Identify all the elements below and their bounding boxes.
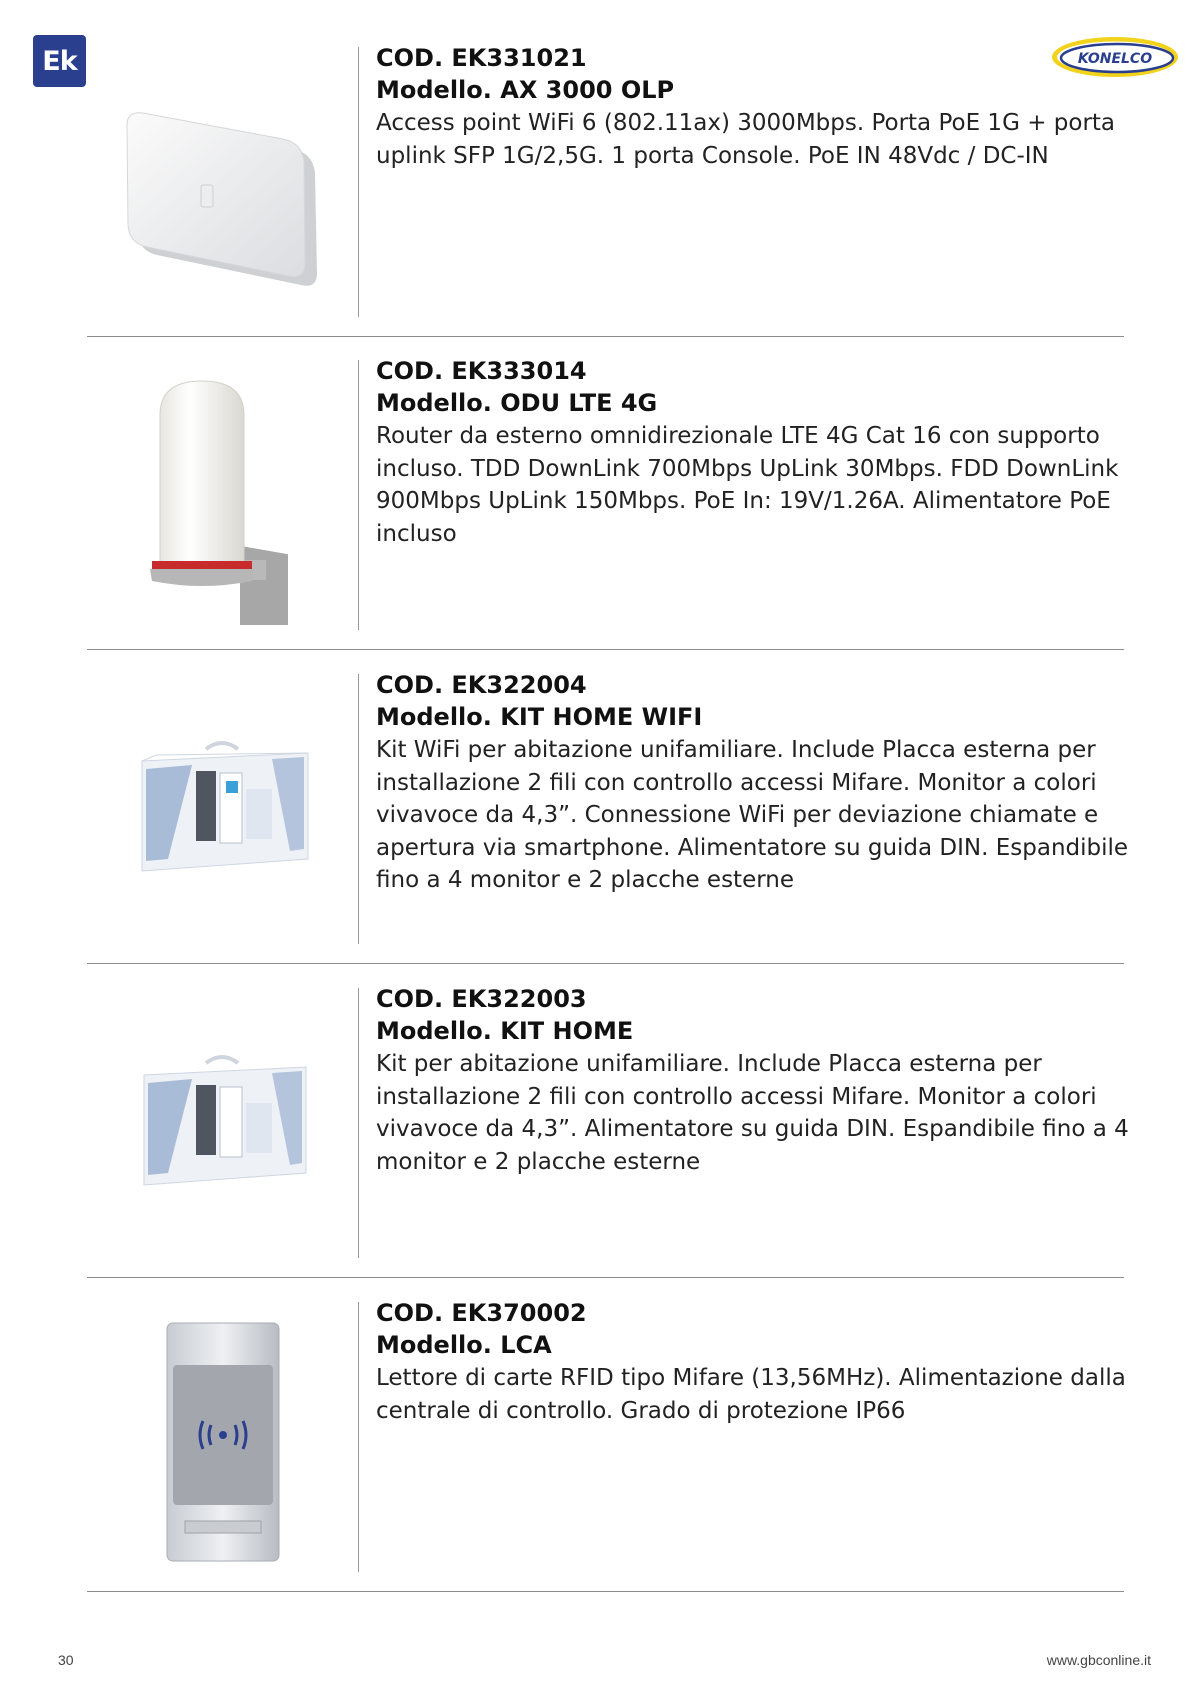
product-item <box>87 983 1129 1297</box>
intercom-kit-box-icon <box>87 669 357 959</box>
product-description: Router da esterno omnidirezionale LTE 4G Cat 16 con supporto incluso. TDD DownLink 700Mbps UpLink 30Mbps. FDD DownLink 900Mbps UpLink 150Mbps. PoE In: 19V/1.26A. Alimentatore PoE incluso <box>376 423 1119 547</box>
column-divider <box>358 988 359 1258</box>
product-description: Access point WiFi 6 (802.11ax) 3000Mbps. Porta PoE 1G + porta uplink SFP 1G/2,5G. 1 porta Console. PoE IN 48Vdc / DC-IN <box>376 110 1116 169</box>
column-divider <box>358 674 359 944</box>
website-link[interactable]: www.gbconline.it <box>1046 1652 1151 1668</box>
row-divider <box>87 1277 1124 1278</box>
access-point-icon <box>87 42 357 332</box>
column-divider <box>358 47 359 317</box>
product-model: Modello. LCA <box>376 1331 552 1359</box>
product-code: COD. EK370002 <box>376 1299 587 1327</box>
product-model: Modello. AX 3000 OLP <box>376 76 675 104</box>
row-divider <box>87 1591 1124 1592</box>
column-divider <box>358 360 359 630</box>
product-model: Modello. KIT HOME <box>376 1017 634 1045</box>
product-code: COD. EK322004 <box>376 671 587 699</box>
product-description: Kit WiFi per abitazione unifamiliare. Include Placca esterna per installazione 2 fili con controllo accessi Mifare. Monitor a colori vivavoce da 4,3”. Connessione WiFi per deviazione chiamate e apertura via smartphone. Alimentatore su guida DIN. Espandibile fino a 4 monitor e 2 placche esterne <box>376 737 1129 893</box>
page-number: 30 <box>58 1652 74 1668</box>
svg-text:KONELCO: KONELCO <box>1077 51 1153 67</box>
product-model: Modello. KIT HOME WIFI <box>376 703 703 731</box>
product-item <box>87 669 1129 983</box>
column-divider <box>358 1302 359 1572</box>
product-code: COD. EK333014 <box>376 357 587 385</box>
row-divider <box>87 963 1124 964</box>
row-divider <box>87 649 1124 650</box>
product-code: COD. EK331021 <box>376 44 587 72</box>
product-item <box>87 1297 1124 1611</box>
product-item <box>87 42 1124 356</box>
product-description: Kit per abitazione unifamiliare. Include Placca esterna per installazione 2 fili con controllo accessi Mifare. Monitor a colori vivavoce da 4,3”. Alimentatore su guida DIN. Espandibile fino a 4 monitor e 2 placche esterne <box>376 1051 1129 1175</box>
product-code: COD. EK322003 <box>376 985 587 1013</box>
row-divider <box>87 336 1124 337</box>
product-description: Lettore di carte RFID tipo Mifare (13,56MHz). Alimentazione dalla centrale di controllo. Grado di protezione IP66 <box>376 1365 1126 1424</box>
outdoor-router-icon <box>87 355 357 645</box>
product-item <box>87 355 1124 669</box>
product-model: Modello. ODU LTE 4G <box>376 389 658 417</box>
rfid-reader-icon <box>87 1297 357 1587</box>
intercom-kit-box-icon <box>87 983 357 1273</box>
brand-badge: Ek <box>33 35 86 87</box>
